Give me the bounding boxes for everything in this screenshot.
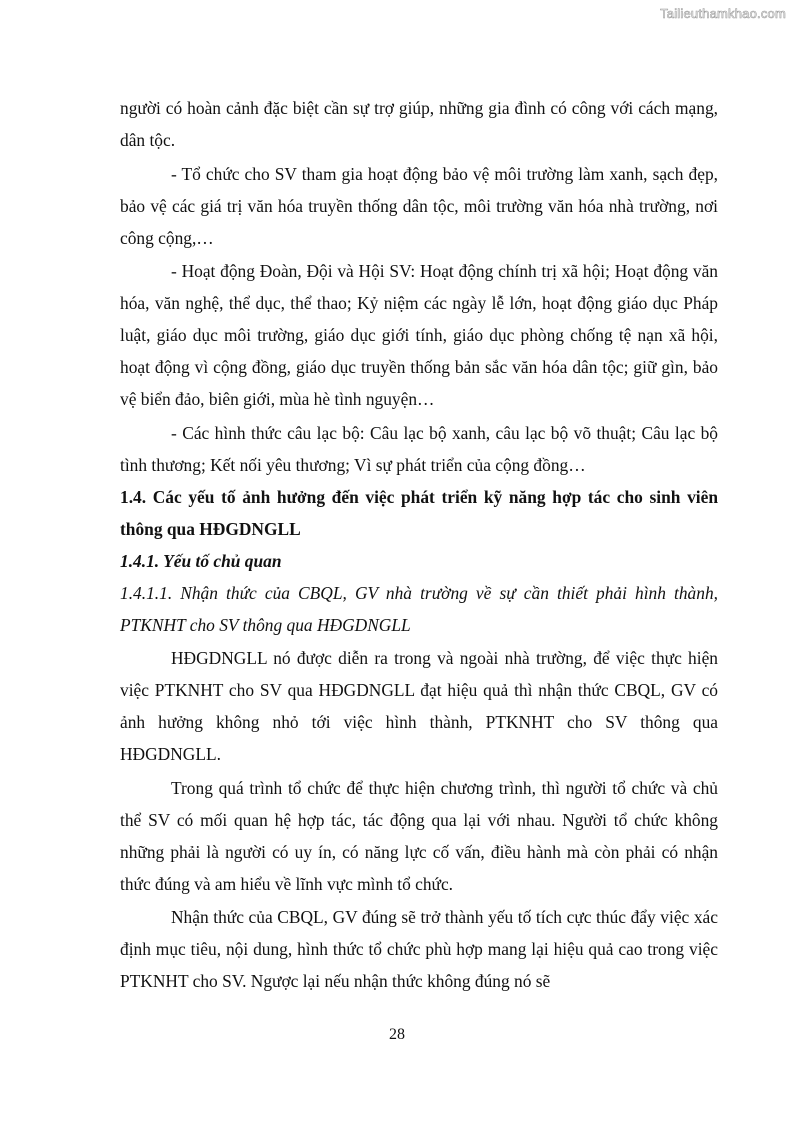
page-number: 28 xyxy=(389,1026,405,1043)
page-content xyxy=(120,92,718,997)
body-paragraph: Trong quá trình tổ chức để thực hiện chương trình, thì người tổ chức và chủ thể SV có mối quan hệ hợp tác, tác động qua lại với nhau. Người tổ chức không những phải là người có uy ín, có năng lực cố vấn, điều hành mà còn phải có nhận thức đúng và am hiểu về lĩnh vực mình tổ chức. xyxy=(120,777,718,894)
section-heading: 1.4. Các yếu tố ảnh hưởng đến việc phát triển kỹ năng hợp tác cho sinh viên thông qua HĐGDNGLL xyxy=(120,486,718,539)
paragraph-environment: - Tổ chức cho SV tham gia hoạt động bảo vệ môi trường làm xanh, sạch đẹp, bảo vệ các giá trị văn hóa truyền thống dân tộc, môi trường văn hóa nhà trường, nơi công cộng,… xyxy=(120,163,718,248)
watermark: Tailieuthamkhao.com xyxy=(660,6,786,21)
paragraph-union-activities: - Hoạt động Đoàn, Đội và Hội SV: Hoạt động chính trị xã hội; Hoạt động văn hóa, văn nghệ, thể dục, thể thao; Kỷ niệm các ngày lễ lớn, hoạt động giáo dục Pháp luật, giáo dục môi trường, giáo dục giới tính, giáo dục phòng chống tệ nạn xã hội, hoạt động vì cộng đồng, giáo dục truyền thống bản sắc văn hóa dân tộc; giữ gìn, bảo vệ biển đảo, biên giới, mùa hè tình nguyện… xyxy=(120,261,718,409)
subsection-heading: 1.4.1. Yếu tố chủ quan xyxy=(120,550,282,571)
paragraph-continuation: người có hoàn cảnh đặc biệt cần sự trợ giúp, những gia đình có công với cách mạng, dân tộc. xyxy=(120,98,718,150)
body-paragraph: Nhận thức của CBQL, GV đúng sẽ trở thành yếu tố tích cực thúc đẩy việc xác định mục tiêu, nội dung, hình thức tổ chức phù hợp mang lại hiệu quả cao trong việc PTKNHT cho SV. Ngược lại nếu nhận thức không đúng nó sẽ xyxy=(120,907,718,991)
subsubsection-heading: 1.4.1.1. Nhận thức của CBQL, GV nhà trường về sự cần thiết phải hình thành, PTKNHT cho SV thông qua HĐGDNGLL xyxy=(120,582,718,635)
paragraph-clubs: - Các hình thức câu lạc bộ: Câu lạc bộ xanh, câu lạc bộ võ thuật; Câu lạc bộ tình thương; Kết nối yêu thương; Vì sự phát triển của cộng đồng… xyxy=(120,422,718,475)
body-paragraph: HĐGDNGLL nó được diễn ra trong và ngoài nhà trường, để việc thực hiện việc PTKNHT cho SV qua HĐGDNGLL đạt hiệu quả thì nhận thức CBQL, GV có ảnh hưởng không nhỏ tới việc hình thành, PTKNHT cho SV thông qua HĐGDNGLL. xyxy=(120,648,718,764)
